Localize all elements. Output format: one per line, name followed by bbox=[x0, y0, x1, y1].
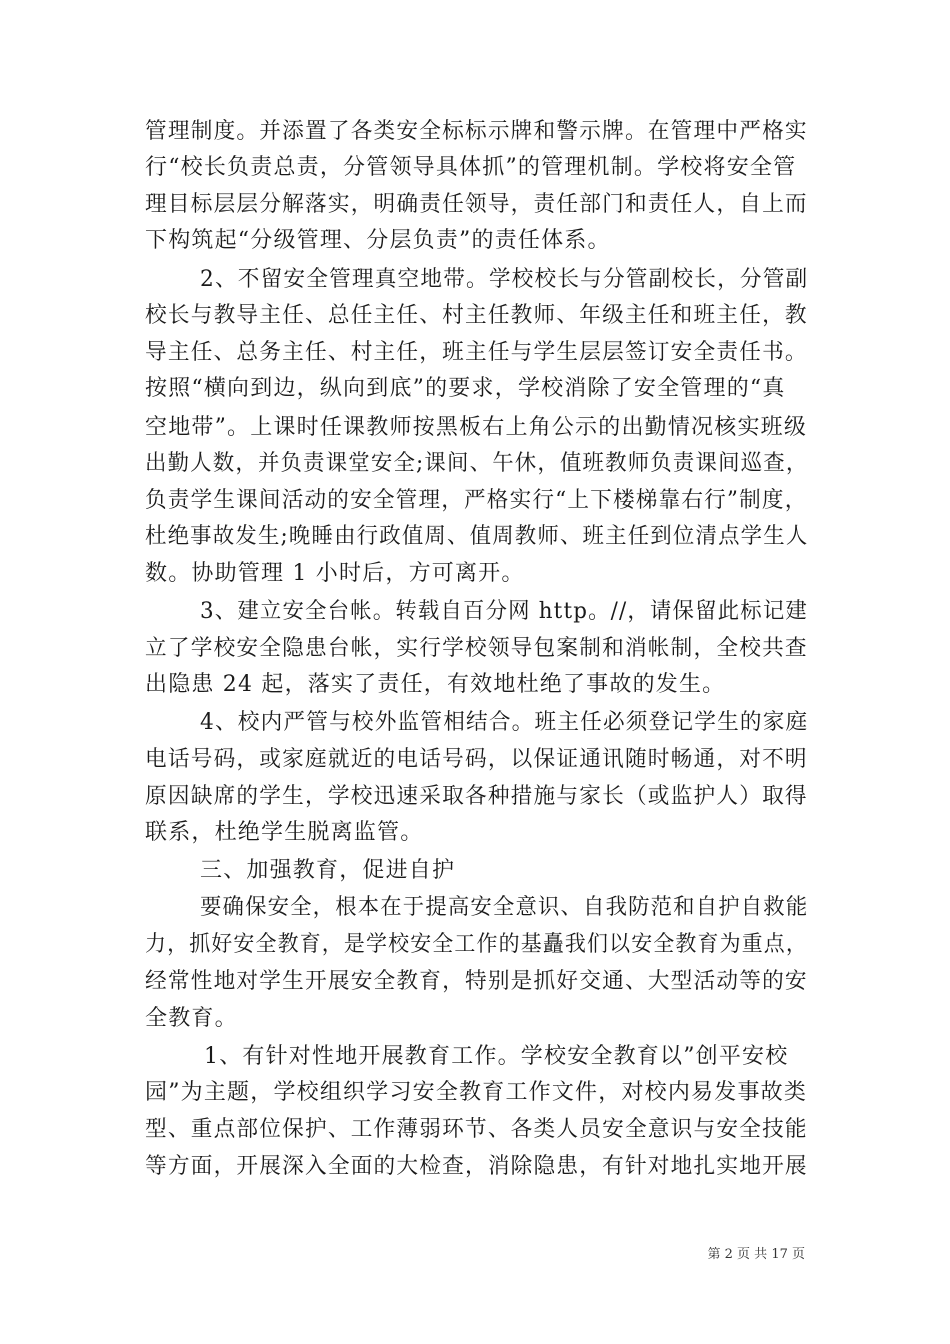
text-line: 电话号码，或家庭就近的电话号码，以保证通讯随时畅通，对不明 bbox=[145, 747, 808, 772]
text-line: 3、建立安全台帐。转载自百分网 http。//，请保留此标记建 bbox=[200, 599, 808, 624]
text-line: 全教育。 bbox=[145, 1006, 238, 1031]
section-heading: 三、加强教育，促进自护 bbox=[200, 858, 456, 883]
text-line: 负责学生课间活动的安全管理，严格实行“上下楼梯靠右行”制度， bbox=[145, 488, 808, 513]
text-line: 管理制度。并添置了各类安全标标示牌和警示牌。在管理中严格实 bbox=[145, 119, 808, 144]
text-line: 出勤人数，并负责课堂安全;课间、午休，值班教师负责课间巡查， bbox=[145, 451, 809, 476]
text-line: 杜绝事故发生;晚睡由行政值周、值周教师、班主任到位清点学生人 bbox=[145, 524, 809, 549]
text-line: 联系，杜绝学生脱离监管。 bbox=[145, 820, 424, 845]
text-line: 按照“横向到边，纵向到底”的要求，学校消除了安全管理的“真 bbox=[145, 376, 786, 401]
text-line: 导主任、总务主任、村主任，班主任与学生层层签订安全责任书。 bbox=[145, 340, 808, 365]
text-line: 立了学校安全隐患台帐，实行学校领导包案制和消帐制，全校共查 bbox=[145, 636, 808, 661]
text-line: 1、有针对性地开展教育工作。学校安全教育以”创平安校 bbox=[204, 1044, 789, 1069]
page-number-footer: 第 2 页 共 17 页 bbox=[707, 1247, 805, 1262]
text-line: 数。协助管理 1 小时后，方可离开。 bbox=[145, 561, 525, 586]
text-line: 4、校内严管与校外监管相结合。班主任必须登记学生的家庭 bbox=[200, 710, 809, 735]
text-line: 2、不留安全管理真空地带。学校校长与分管副校长，分管副 bbox=[200, 267, 809, 292]
text-line: 经常性地对学生开展安全教育，特别是抓好交通、大型活动等的安 bbox=[145, 969, 808, 994]
text-line: 园”为主题，学校组织学习安全教育工作文件，对校内易发事故类 bbox=[145, 1080, 808, 1105]
text-line: 校长与教导主任、总任主任、村主任教师、年级主任和班主任，教 bbox=[145, 303, 808, 328]
text-line: 力，抓好安全教育，是学校安全工作的基矗我们以安全教育为重点， bbox=[145, 932, 809, 957]
text-line: 等方面，开展深入全面的大检查，消除隐患，有针对地扎实地开展 bbox=[145, 1154, 808, 1179]
text-line: 行“校长负责总责，分管领导具体抓”的管理机制。学校将安全管 bbox=[145, 155, 797, 180]
text-line: 下构筑起“分级管理、分层负责”的责任体系。 bbox=[145, 228, 611, 253]
text-line: 型、重点部位保护、工作薄弱环节、各类人员安全意识与安全技能 bbox=[145, 1117, 808, 1142]
text-line: 要确保安全，根本在于提高安全意识、自我防范和自护自救能 bbox=[200, 895, 809, 920]
text-line: 出隐患 24 起，落实了责任，有效地杜绝了事故的发生。 bbox=[145, 672, 726, 697]
text-line: 理目标层层分解落实，明确责任领导，责任部门和责任人，自上而 bbox=[145, 192, 808, 217]
text-line: 空地带”。上课时任课教师按黑板右上角公示的出勤情况核实班级 bbox=[145, 415, 808, 440]
text-line: 原因缺席的学生，学校迅速采取各种措施与家长（或监护人）取得 bbox=[145, 784, 808, 809]
